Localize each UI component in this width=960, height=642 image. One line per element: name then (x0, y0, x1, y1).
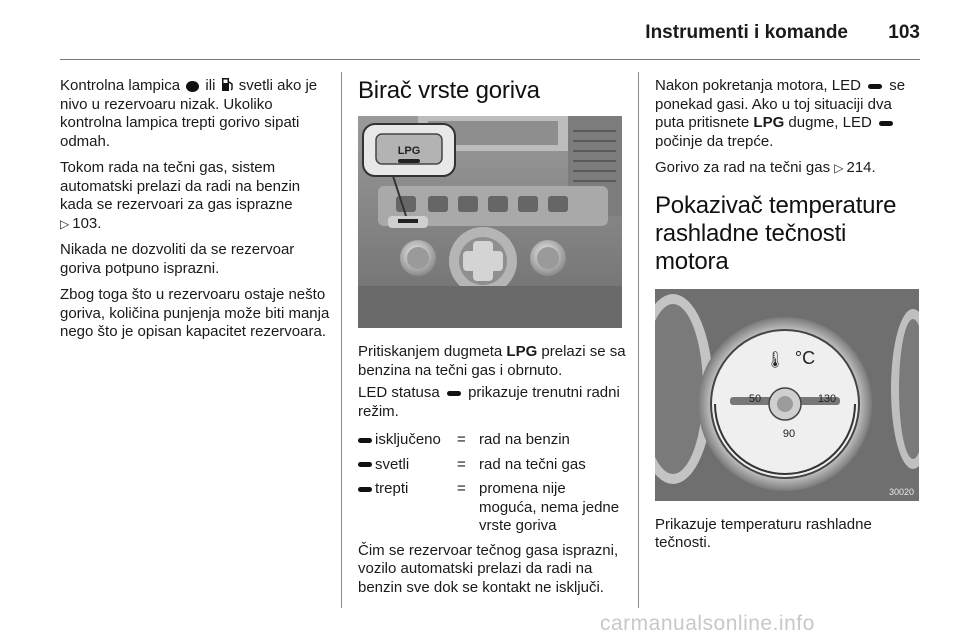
column-1 (60, 77, 330, 350)
gauge-tick-50: 50 (748, 392, 762, 405)
text: svetli ako je nivo u rezervoaru nizak. Ukoliko kontrolna lampica trepti gorivo sipati odmah. (60, 77, 318, 150)
text: Kontrolna lampica (60, 77, 181, 94)
table-row (358, 480, 626, 536)
lpg-term: LPG (506, 343, 538, 360)
paragraph-never-empty: Nikada ne dozvoliti da se rezervoar goriva potpuno isprazni. (60, 241, 295, 277)
coolant-gauge-figure (655, 289, 919, 501)
page-reference-icon: ▷ (834, 161, 844, 175)
paragraph-auto-switch (60, 159, 330, 233)
page-number: 103 (888, 22, 920, 43)
led-icon (358, 438, 372, 443)
text: počinje da trepće. (655, 132, 774, 150)
state-label: isključeno (375, 431, 441, 448)
gauge-unit-label: °C (794, 347, 816, 368)
page-reference[interactable]: 214. (846, 159, 876, 176)
text: Pritiskanjem dugmeta (358, 343, 503, 360)
text: Nakon pokretanja motora, LED (655, 77, 861, 94)
figure-code: 30020 (888, 486, 914, 497)
paragraph-coolant-desc: Prikazuje temperaturu rashladne tečnosti. (655, 515, 872, 551)
text: Tokom rada na tečni gas, sistem automatski prelazi da radi na benzin kada se rezervoari za gas isprazne (60, 159, 301, 213)
lpg-button-figure (358, 116, 622, 328)
led-icon (358, 487, 372, 492)
table-row (358, 456, 626, 475)
led-icon (868, 84, 882, 89)
coolant-thermometer-icon: 🌡 (765, 351, 786, 369)
text: ili (205, 77, 216, 94)
lpg-term: LPG (753, 114, 785, 131)
column-divider-1 (341, 72, 342, 608)
column-3 (655, 77, 920, 561)
state-meaning: rad na benzin (479, 431, 570, 448)
section-heading-fuel-selector: Birač vrste goriva (358, 77, 540, 104)
equals-sign: = (457, 480, 466, 497)
paragraph-low-fuel (60, 77, 330, 151)
watermark: carmanualsonline.info (600, 612, 815, 635)
gauge-tick-130: 130 (817, 392, 837, 405)
equals-sign: = (457, 455, 466, 473)
paragraph-fill-amount: Zbog toga što u rezervoaru ostaje nešto goriva, količina punjenja može biti manja nego što je opisan kapacitet rezervoara. (60, 286, 330, 340)
text: Gorivo za rad na tečni gas (655, 159, 831, 176)
led-icon (358, 462, 372, 467)
paragraph-led-off (655, 77, 920, 151)
paragraph-lpg-ref (655, 159, 920, 178)
state-label: svetli (375, 455, 410, 473)
fuel-warning-lamp-icon (186, 81, 199, 92)
led-icon (447, 391, 461, 396)
header-divider (60, 59, 920, 60)
page-header (60, 22, 920, 46)
text: se ponekad gasi. Ako u toj situaciji dva puta pritisnete (655, 77, 906, 131)
gauge-tick-90: 90 (782, 427, 796, 440)
column-divider-2 (638, 72, 639, 608)
led-state-table (358, 431, 626, 536)
text: prelazi se sa benzina na tečni gas i obrnuto. (358, 343, 626, 379)
header-title: Instrumenti i komande (645, 22, 848, 43)
paragraph-gas-empty: Čim se rezervoar tečnog gasa isprazni, vozilo automatski prelazi da radi na benzin sve dok se kontakt ne isključi. (358, 541, 619, 596)
equals-sign: = (457, 431, 466, 448)
section-heading-coolant-gauge: Pokazivač temperature rashladne tečnosti motora (655, 191, 897, 275)
state-label: trepti (375, 480, 409, 497)
table-row (358, 431, 626, 450)
paragraph-led-status (358, 384, 626, 421)
state-meaning: rad na tečni gas (479, 455, 586, 473)
text: LED statusa (358, 384, 440, 401)
fuel-pump-icon (221, 77, 234, 92)
page-reference-icon: ▷ (60, 216, 70, 231)
led-icon (879, 121, 893, 126)
column-2 (358, 77, 626, 605)
text: dugme, LED (788, 114, 872, 131)
lpg-button-label: LPG (397, 145, 421, 157)
text: prikazuje trenutni radni režim. (358, 384, 620, 420)
state-meaning: promena nije moguća, nema jedne vrste goriva (479, 480, 620, 534)
paragraph-lpg-switch (358, 343, 626, 380)
page-reference[interactable]: 103. (72, 214, 102, 232)
